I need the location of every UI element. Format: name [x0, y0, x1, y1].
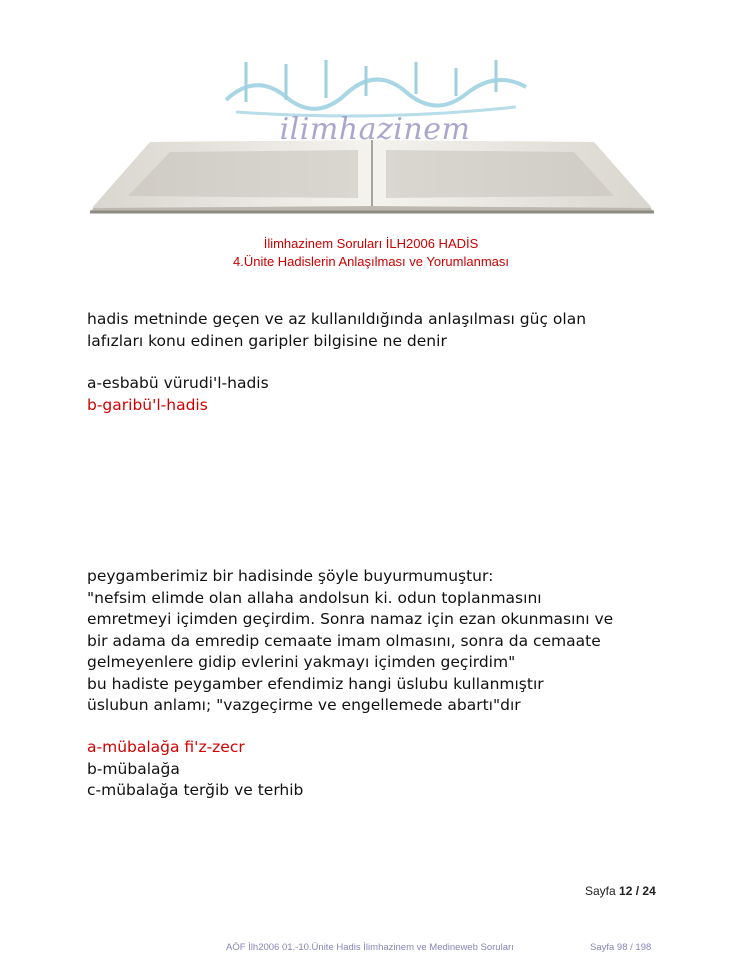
option-b: b-mübalağa: [87, 759, 180, 778]
question-line: peygamberimiz bir hadisinde şöyle buyurmumuştur:: [87, 567, 494, 585]
question-line: lafızları konu edinen garipler bilgisine ne denir: [87, 331, 447, 350]
question-line: üslubun anlamı; "vazgeçirme ve engellemede abartı"dır: [87, 696, 521, 714]
option-b-correct: b-garibü'l-hadis: [87, 395, 208, 414]
page-separator: /: [635, 884, 640, 898]
page-current: 12: [619, 884, 633, 898]
question-line: bu hadiste peygamber efendimiz hangi üslubu kullanmıştır: [87, 674, 544, 693]
option-a-correct: a-mübalağa fi'z-zecr: [87, 738, 245, 756]
question-line: emretmeyi içimden geçirdim. Sonra namaz için ezan okunmasını ve: [87, 610, 614, 628]
page-total: 24: [642, 884, 656, 898]
option-a: a-esbabü vürudi'l-hadis: [87, 374, 269, 392]
page-number: [585, 884, 656, 898]
document-title: İlimhazinem Soruları İLH2006 HADİS: [263, 236, 479, 251]
question-1-text: [87, 309, 667, 352]
question-1-options: [87, 373, 667, 416]
question-line: "nefsim elimde olan allaha andolsun ki. odun toplanmasını: [87, 588, 542, 607]
footer-source: AÖF İlh2006 01.-10.Ünite Hadis İlimhazinem ve Medineweb Soruları: [226, 942, 514, 953]
question-2-text: [87, 566, 667, 717]
question-line: hadis metninde geçen ve az kullanıldığında anlaşılması güç olan: [87, 310, 587, 328]
question-line: gelmeyenlere gidip evlerini yakmayı içimden geçirdim": [87, 653, 516, 671]
question-line: bir adama da emredip cemaate imam olmasını, sonra da cemaate: [87, 631, 601, 650]
footer-page: Sayfa 98 / 198: [590, 942, 652, 953]
option-c: c-mübalağa terğib ve terhib: [87, 781, 304, 799]
question-2-options: [87, 737, 667, 802]
watermark-text: ilimhazinem: [279, 112, 471, 147]
page-label: Sayfa: [585, 884, 616, 898]
document-subtitle: 4.Ünite Hadislerin Anlaşılması ve Yorumlanması: [232, 254, 510, 269]
